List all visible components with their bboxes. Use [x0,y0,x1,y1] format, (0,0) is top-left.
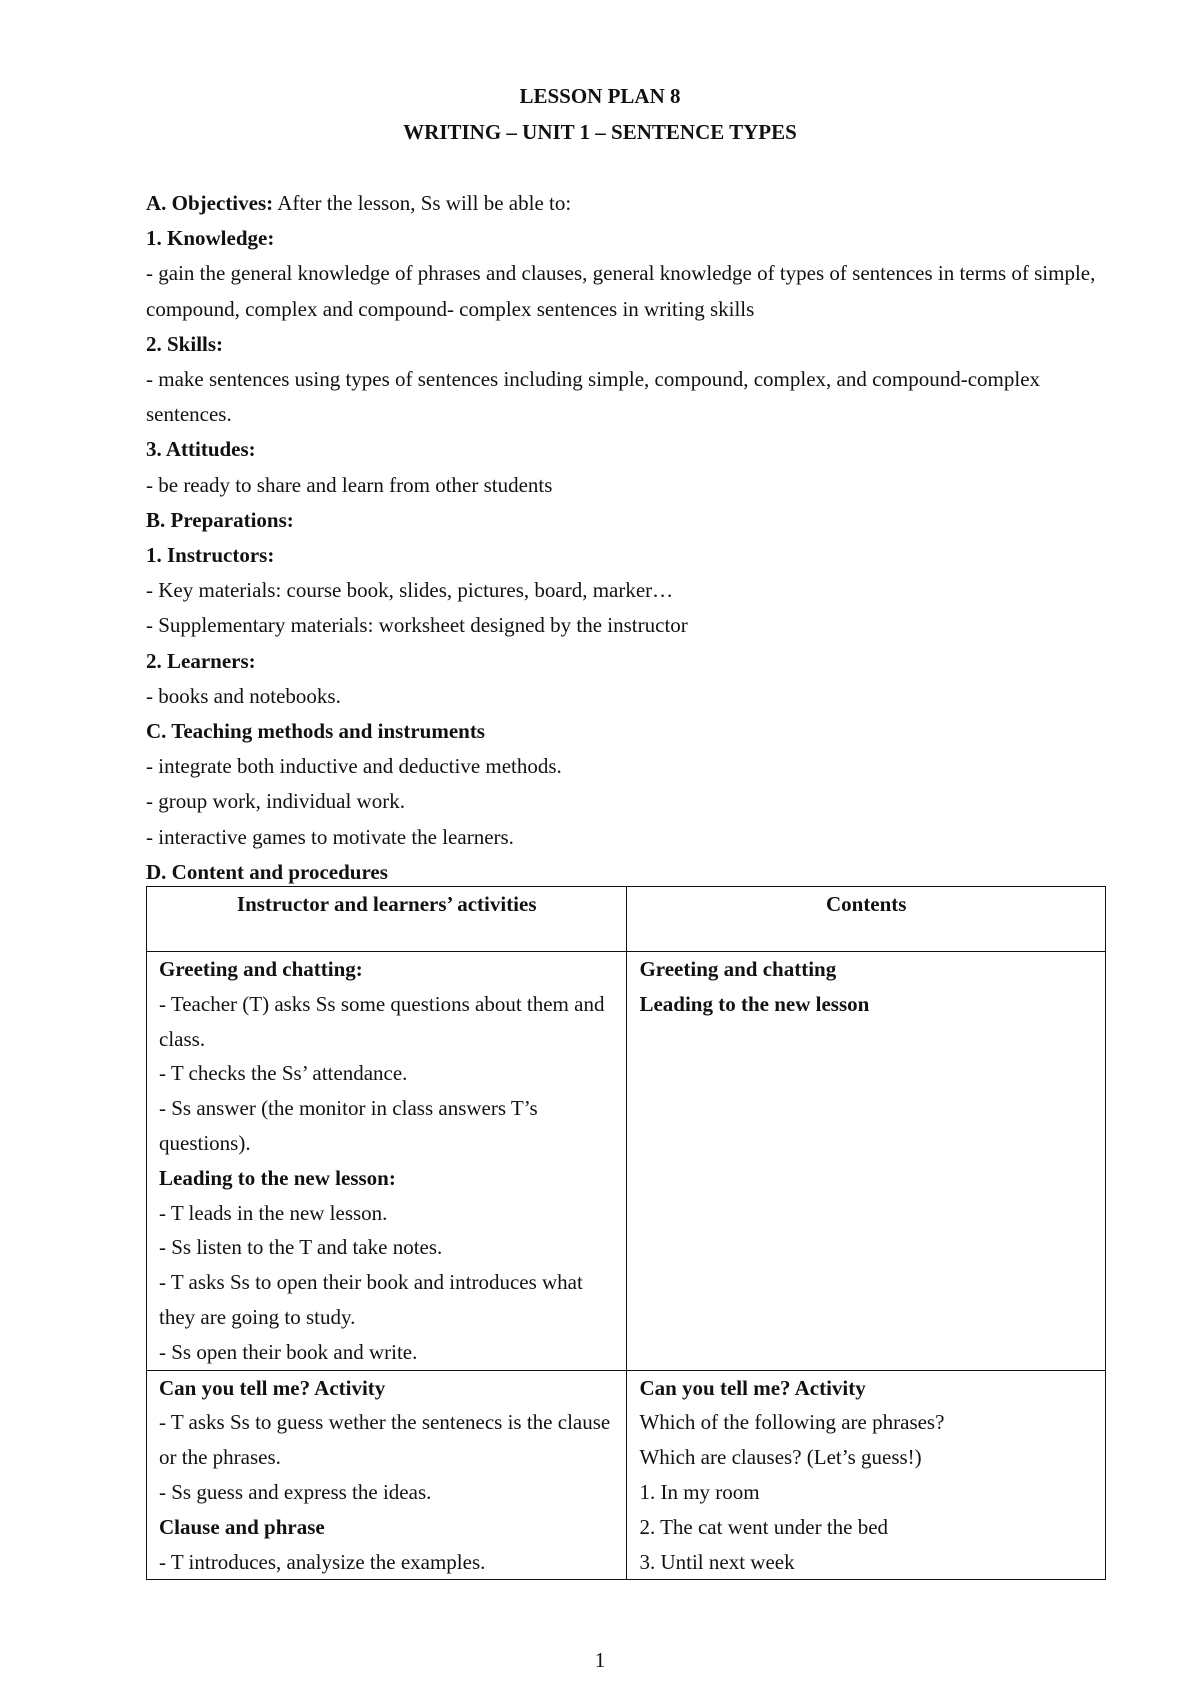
methods-heading: C. Teaching methods and instruments [146,719,485,744]
cell-heading: Greeting and chatting [639,957,837,981]
cell-heading: Can you tell me? Activity [159,1375,386,1400]
knowledge-text: - gain the general knowledge of phrases and clauses, general knowledge of types of sentences in terms of simple, compound, complex and compound- complex sentences in writing skills [146,261,1096,321]
table-header-row [147,887,1106,952]
cell-item: - Ss answer (the monitor in class answers T’s questions). [159,1096,538,1155]
cell-line: 1. In my room [639,1479,760,1504]
lesson-subtitle: WRITING – UNIT 1 – SENTENCE TYPES [403,120,797,144]
table-row [147,1370,1106,1580]
cell-heading: Leading to the new lesson: [159,1165,396,1190]
objectives-line [146,186,1106,221]
skills-heading: 2. Skills: [146,331,224,356]
preparations-heading: B. Preparations: [146,507,294,532]
cell-item: - T asks Ss to open their book and introduces what they are going to study. [159,1270,583,1329]
cell-heading: Leading to the new lesson [639,991,870,1016]
cell-item: - T introduces, analysize the examples. [159,1549,486,1574]
cell-item: - Ss guess and express the ideas. [159,1479,432,1504]
cell-item: - T leads in the new lesson. [159,1200,388,1225]
cell-line: Which of the following are phrases? [639,1410,945,1435]
methods-item: - integrate both inductive and deductive methods. [146,754,562,779]
cell-heading: Can you tell me? Activity [639,1375,866,1400]
activities-cell [147,1370,627,1580]
instructors-heading: 1. Instructors: [146,543,275,568]
cell-item: - T asks Ss to guess wether the sentenecs is the clause or the phrases. [159,1410,611,1470]
skills-text: - make sentences using types of sentences including simple, compound, complex, and compound-complex sentences. [146,367,1041,427]
content-heading: D. Content and procedures [146,859,388,884]
cell-heading: Clause and phrase [159,1514,325,1539]
content-procedures-table [146,886,1106,1580]
objectives-heading: A. Objectives: [146,191,274,215]
activities-cell [147,952,627,1371]
cell-item: - Ss open their book and write. [159,1339,418,1364]
objectives-intro: After the lesson, Ss will be able to: [273,191,572,215]
cell-line: 2. The cat went under the bed [639,1514,889,1539]
instructors-item: - Key materials: course book, slides, pictures, board, marker… [146,578,674,603]
cell-item: - Ss listen to the T and take notes. [159,1235,443,1260]
knowledge-heading: 1. Knowledge: [146,226,275,251]
col-header-contents: Contents [627,887,1106,952]
page-number: 1 [594,1648,606,1672]
contents-cell [627,1370,1106,1580]
cell-item: - T checks the Ss’ attendance. [159,1061,408,1086]
methods-item: - group work, individual work. [146,789,405,814]
instructors-item: - Supplementary materials: worksheet designed by the instructor [146,613,688,638]
table-row [147,952,1106,1371]
cell-heading: Greeting and chatting: [159,957,363,981]
attitudes-heading: 3. Attitudes: [146,437,256,462]
lesson-body [146,186,1106,890]
contents-cell [627,952,1106,1371]
cell-item: - Teacher (T) asks Ss some questions about them and class. [159,991,605,1051]
cell-line: 3. Until next week [639,1549,795,1574]
col-header-activities: Instructor and learners’ activities [147,887,627,952]
lesson-title: LESSON PLAN 8 [519,84,681,108]
methods-item: - interactive games to motivate the learners. [146,824,514,849]
cell-line: Which are clauses? (Let’s guess!) [639,1445,922,1470]
learners-heading: 2. Learners: [146,648,256,673]
attitudes-text: - be ready to share and learn from other students [146,472,553,497]
learners-text: - books and notebooks. [146,683,341,708]
